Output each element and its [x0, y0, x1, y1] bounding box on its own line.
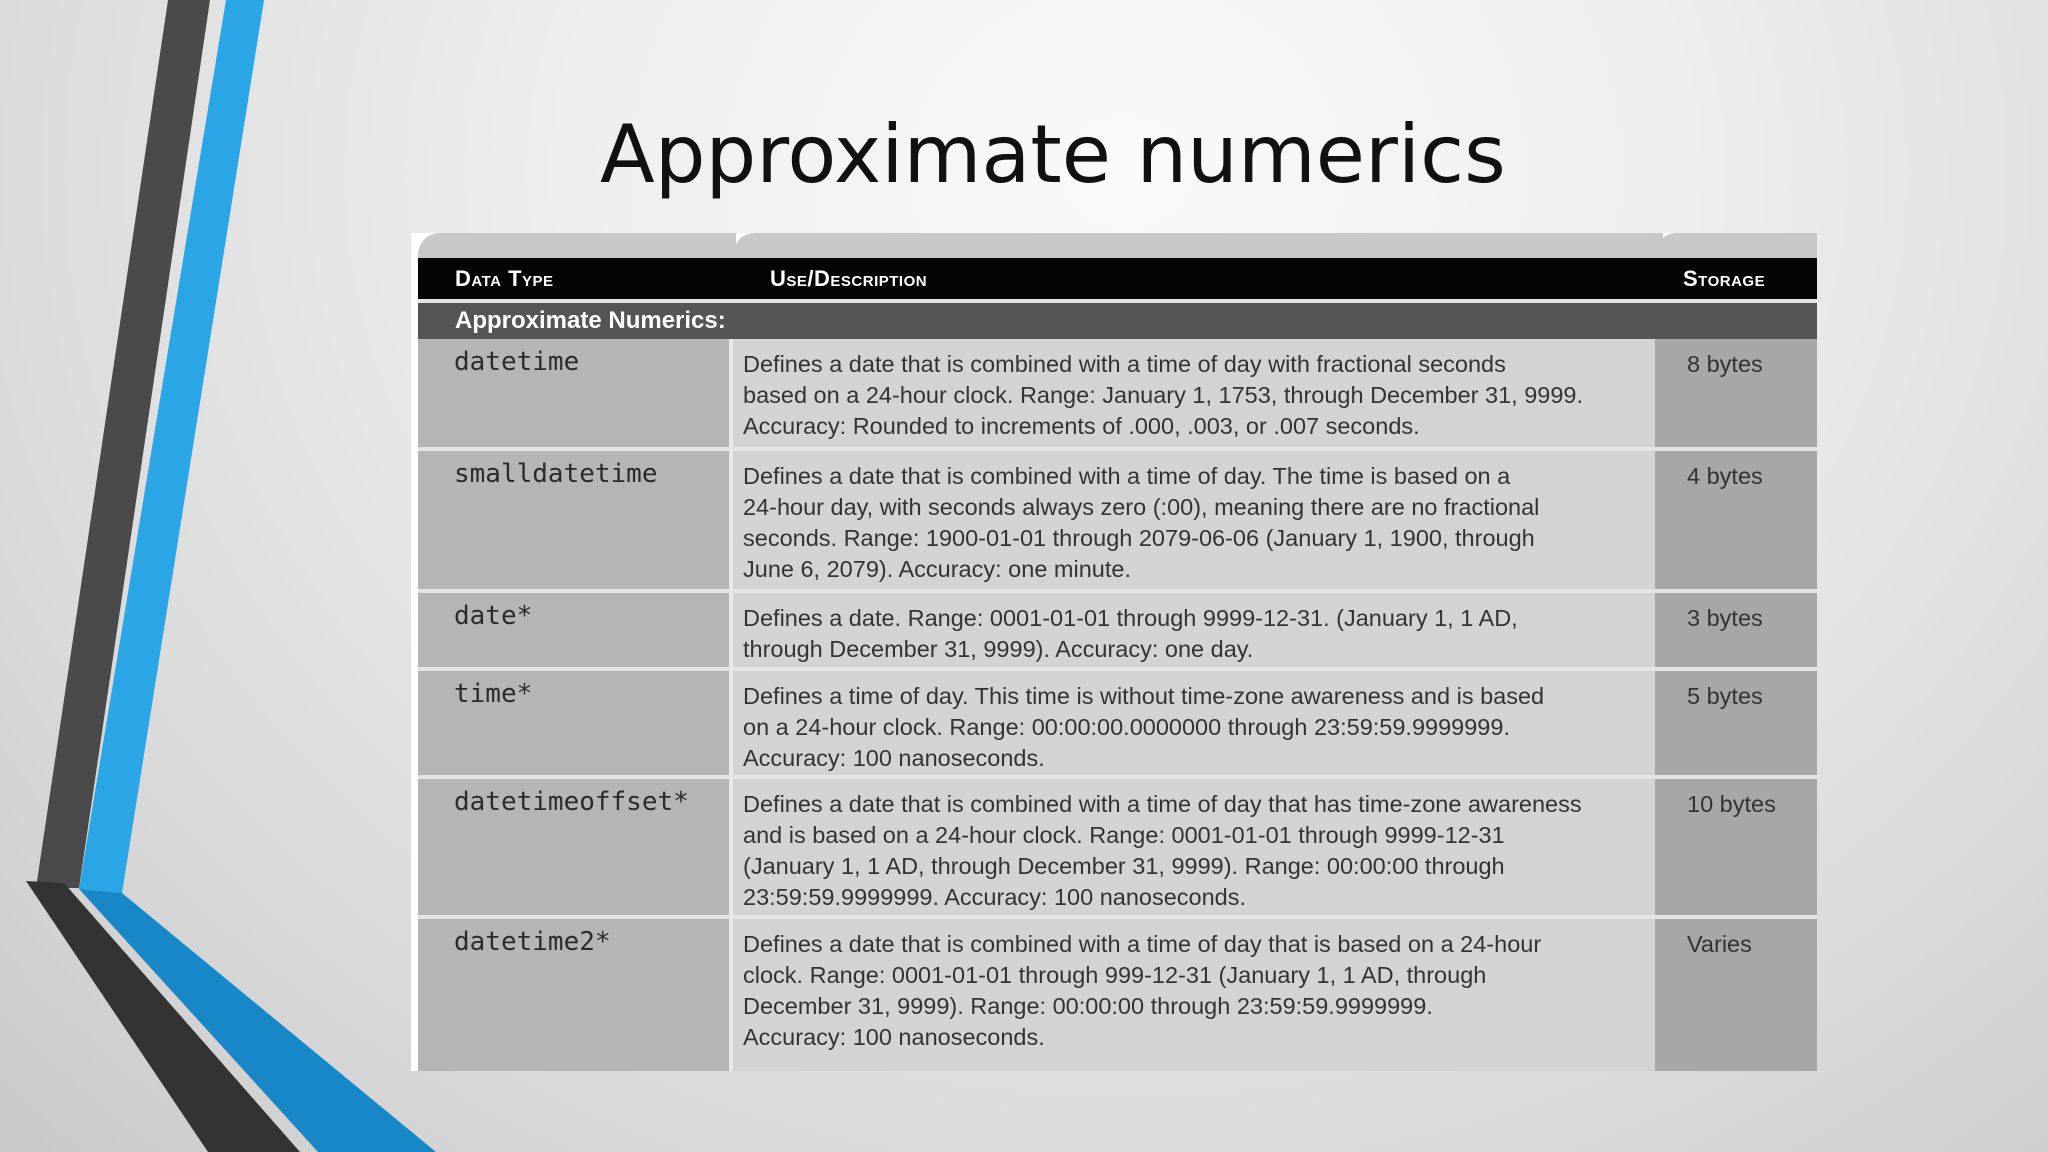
storage-cell	[1655, 919, 1817, 1071]
description-text: Defines a time of day. This time is without time-zone awareness and is based on a 24-hour clock. Range: 00:00:00.0000000 through 23:59:59.9999999. Accuracy: 100 nanoseconds.	[743, 683, 1545, 771]
description-cell	[733, 339, 1655, 447]
table-row	[418, 593, 1817, 667]
description-cell	[733, 593, 1655, 667]
storage-value: 3 bytes	[1687, 605, 1763, 631]
section-label: Approximate Numerics:	[455, 307, 726, 334]
type-cell	[418, 451, 733, 589]
storage-cell	[1655, 451, 1817, 589]
type-name: smalldatetime	[454, 459, 658, 489]
description-cell	[733, 919, 1655, 1071]
table-row	[418, 779, 1817, 915]
slide-title: Approximate numerics	[600, 108, 1506, 201]
type-name: time*	[454, 679, 533, 709]
description-cell	[733, 779, 1655, 915]
storage-value: Varies	[1687, 931, 1752, 957]
description-text: Defines a date that is combined with a time of day. The time is based on a 24-hour day, with seconds always zero (:00), meaning there are no fractional seconds. Range: 1900-01-01 through 2079-06-06 (January 1, 1900, through June 6, 2079). Accuracy: one minute.	[743, 463, 1540, 582]
description-cell	[733, 671, 1655, 775]
type-cell	[418, 919, 733, 1071]
storage-value: 4 bytes	[1687, 463, 1763, 489]
description-text: Defines a date that is combined with a time of day that is based on a 24-hour clock. Range: 0001-01-01 through 999-12-31 (January 1, 1 AD, through December 31, 9999). Range: 00:00:00 through 23:59:59.9999999. Accuracy: 100 nanoseconds.	[743, 931, 1542, 1050]
tab-storage	[1655, 233, 1817, 261]
tab-description	[733, 233, 1663, 261]
tab-type	[418, 233, 736, 261]
table-row	[418, 671, 1817, 775]
storage-value: 5 bytes	[1687, 683, 1763, 709]
type-cell	[418, 671, 733, 775]
storage-value: 10 bytes	[1687, 791, 1776, 817]
type-name: datetimeoffset*	[454, 787, 689, 817]
table-header	[418, 258, 1817, 299]
type-cell	[418, 339, 733, 447]
storage-cell	[1655, 593, 1817, 667]
table-row	[418, 451, 1817, 589]
description-cell	[733, 451, 1655, 589]
type-name: datetime2*	[454, 927, 611, 957]
type-cell	[418, 779, 733, 915]
data-types-table	[411, 233, 1817, 1071]
header-data-type: Data Type	[455, 266, 554, 291]
header-description: Use/Description	[770, 266, 928, 291]
description-text: Defines a date that is combined with a time of day that has time-zone awareness and is based on a 24-hour clock. Range: 0001-01-01 through 9999-12-31 (January 1, 1 AD, through December 31, 9999). Range: 00:00:00 through 23:59:59.9999999. Accuracy: 100 nanoseconds.	[743, 791, 1582, 910]
table-tabs	[411, 233, 1817, 261]
header-storage: Storage	[1683, 266, 1766, 291]
storage-cell	[1655, 779, 1817, 915]
table-row	[418, 919, 1817, 1071]
type-name: date*	[454, 601, 533, 631]
storage-cell	[1655, 671, 1817, 775]
description-text: Defines a date that is combined with a time of day with fractional seconds based on a 24-hour clock. Range: January 1, 1753, through December 31, 9999. Accuracy: Rounded to increments of .000, .003, or .007 seconds.	[743, 351, 1584, 439]
section-header	[418, 303, 1817, 339]
table-row	[418, 339, 1817, 447]
description-text: Defines a date. Range: 0001-01-01 through 9999-12-31. (January 1, 1 AD, through December 31, 9999). Accuracy: one day.	[743, 605, 1518, 662]
storage-cell	[1655, 339, 1817, 447]
type-cell	[418, 593, 733, 667]
storage-value: 8 bytes	[1687, 351, 1763, 377]
type-name: datetime	[454, 347, 580, 377]
